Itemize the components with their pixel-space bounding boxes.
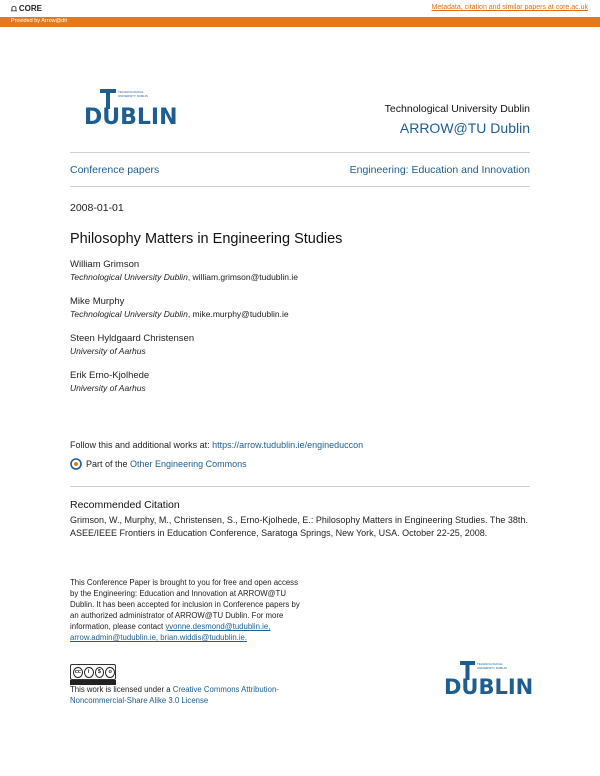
notice-text: This Conference Paper is brought to you for free and open access by the Engineering: Education and Innovation at ARROW@TU Dublin. It has been accepted for inclusion in Conference papers by an authorized administrator of ARROW@TU Dublin. For more information, please contact (70, 578, 300, 631)
tu-dublin-logo-small (444, 661, 534, 707)
follow-url-link[interactable]: https://arrow.tudublin.ie/engineduccon (212, 440, 364, 450)
author-affiliation: University of Aarhus (70, 346, 146, 356)
author-affiliation-line (70, 382, 530, 394)
author-name: Erik Erno-Kjolhede (70, 370, 150, 381)
logo-small-word: DUBLIN (444, 675, 534, 699)
author-name: Mike Murphy (70, 296, 125, 307)
sa-icon: o (105, 667, 115, 678)
license-link[interactable]: Creative Commons Attribution-Noncommercial-Share Alike 3.0 License (70, 685, 279, 705)
author-name: William Grimson (70, 259, 140, 270)
author-entry (70, 370, 530, 394)
engineering-education-link[interactable]: Engineering: Education and Innovation (349, 164, 530, 176)
nc-icon: $ (95, 667, 105, 678)
commons-network-icon (70, 458, 82, 470)
logo-word: DUBLIN (84, 105, 178, 130)
provided-by-bar (0, 17, 600, 27)
core-metadata-link[interactable]: Metadata, citation and similar papers at core.ac.uk (431, 4, 588, 11)
logo-sub-line-2: UNIVERSITY DUBLIN (118, 94, 148, 98)
core-logo-text: CORE (18, 4, 42, 13)
other-engineering-commons-link[interactable]: Other Engineering Commons (130, 459, 247, 469)
follow-line (70, 440, 363, 450)
repository-name[interactable]: ARROW@TU Dublin (399, 120, 530, 136)
publication-date: 2008-01-01 (70, 202, 124, 214)
author-affiliation: Technological University Dublin (70, 272, 188, 282)
part-of-prefix: Part of the (86, 459, 131, 469)
provided-by-text[interactable]: Provided by Arrow@dit (11, 18, 68, 24)
author-email: , mike.murphy@tudublin.ie (187, 309, 289, 319)
author-affiliation-line (70, 345, 530, 357)
license-prefix: This work is licensed under a (70, 685, 173, 694)
author-entry (70, 296, 530, 320)
core-logo[interactable] (11, 3, 42, 14)
author-affiliation-line (70, 308, 530, 320)
part-of-line (70, 458, 247, 470)
logo-small-sub-line-2: UNIVERSITY DUBLIN (477, 666, 507, 670)
core-logo-icon: ⩍ (11, 3, 17, 13)
author-entry (70, 333, 530, 357)
recommended-citation-heading: Recommended Citation (70, 499, 180, 511)
divider-nav (70, 186, 530, 187)
author-name: Steen Hyldgaard Christensen (70, 333, 195, 344)
by-icon: i (84, 667, 94, 678)
institution-name: Technological University Dublin (384, 103, 530, 115)
cc-icon: cc (73, 667, 83, 678)
author-affiliation-line (70, 271, 530, 283)
paper-title: Philosophy Matters in Engineering Studies (70, 231, 343, 247)
author-affiliation: Technological University Dublin (70, 309, 188, 319)
author-entry (70, 259, 530, 283)
conference-papers-link[interactable]: Conference papers (70, 164, 160, 176)
follow-prefix: Follow this and additional works at: (70, 440, 213, 450)
logo-sub-line-1: TECHNOLOGICAL (118, 90, 144, 94)
divider-top (70, 152, 530, 153)
logo-small-sub-line-1: TECHNOLOGICAL (477, 662, 503, 666)
tu-dublin-logo (84, 89, 178, 139)
license-line (70, 684, 300, 706)
divider-citation (70, 486, 530, 487)
citation-text: Grimson, W., Murphy, M., Christensen, S., Erno-Kjolhede, E.: Philosophy Matters in Engineering Studies. The 38th. ASEE/IEEE Frontiers in Education Conference, Saratoga Springs, New York, USA. October 22-25, 2008. (70, 515, 528, 538)
author-email: , william.grimson@tudublin.ie (187, 272, 299, 282)
author-affiliation: University of Aarhus (70, 383, 146, 393)
creative-commons-badge[interactable] (70, 664, 116, 680)
notice-block (70, 577, 305, 643)
core-bar (0, 0, 600, 17)
contact-emails[interactable]: yvonne.desmond@tudublin.ie, arrow.admin@tudublin.ie, brian.widdis@tudublin.ie. (70, 622, 271, 642)
